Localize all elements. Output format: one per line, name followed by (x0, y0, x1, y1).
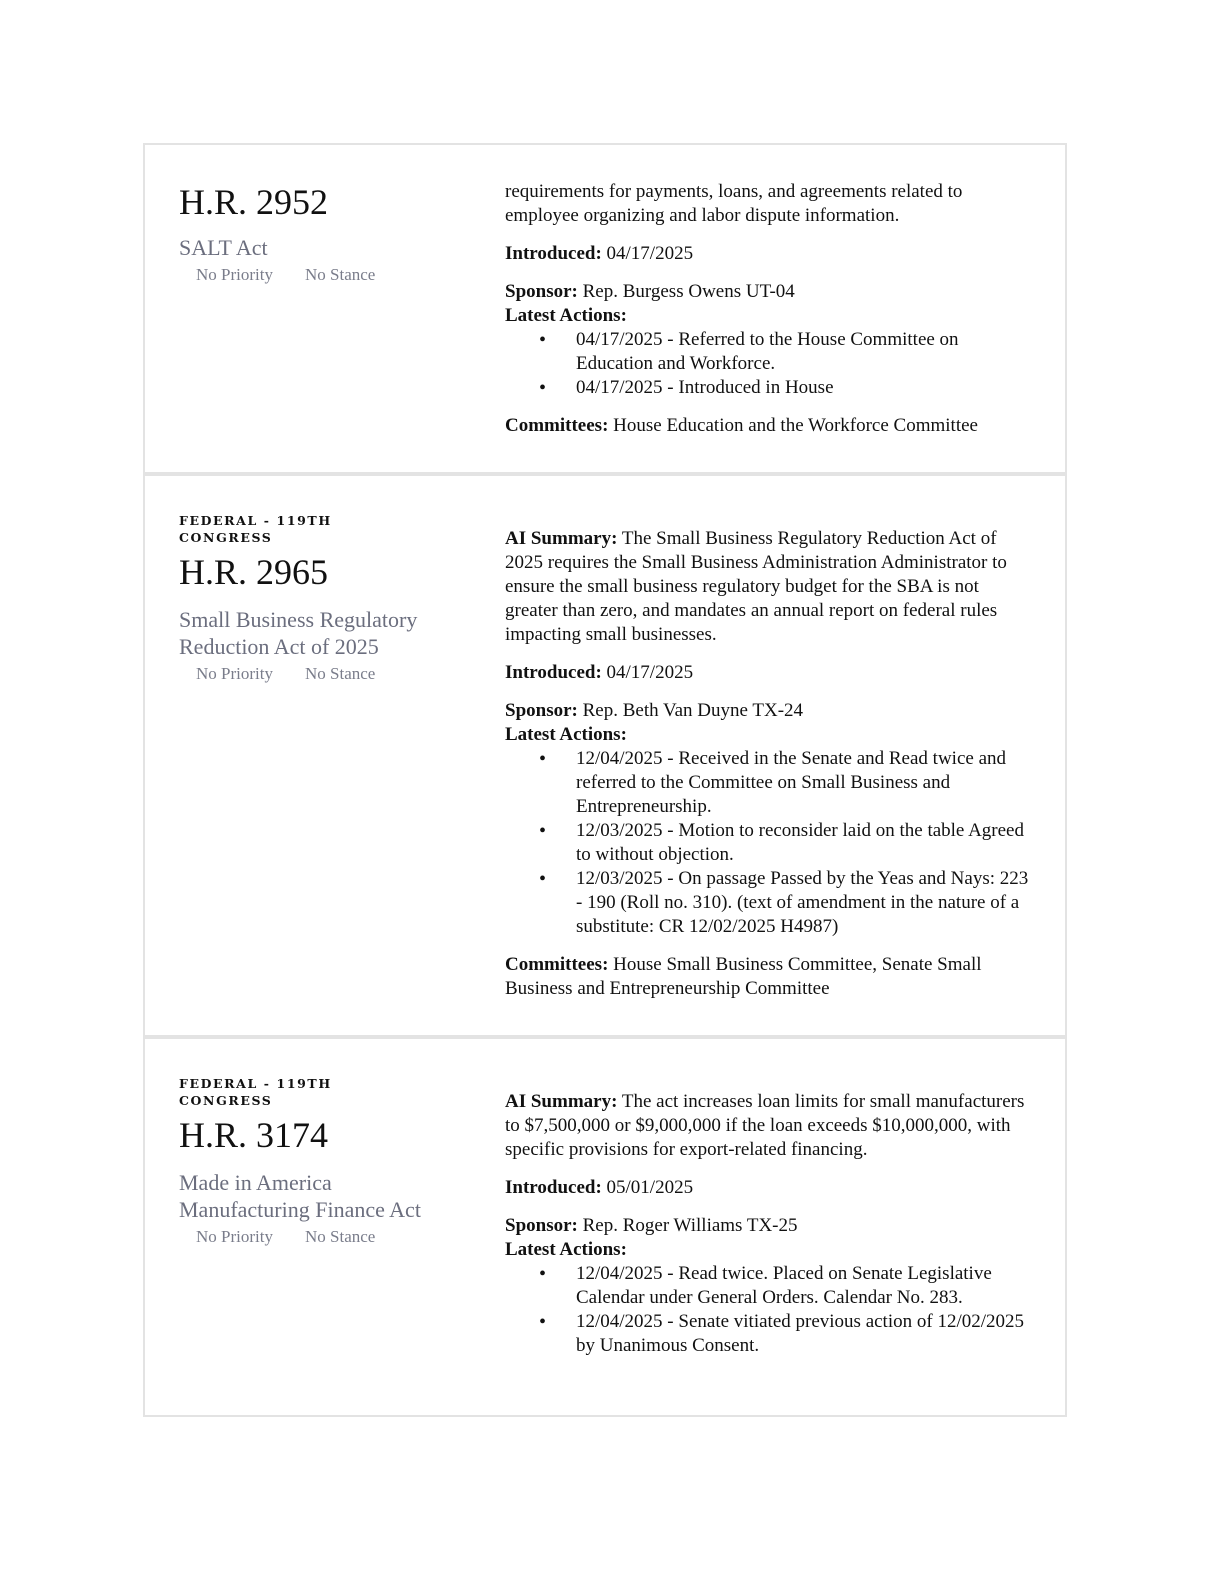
introduced-label: Introduced: (505, 662, 602, 683)
summary-label: AI Summary: (505, 528, 618, 549)
action-item: • 12/04/2025 - Received in the Senate and Read twice and referred to the Committee on Small Business and Entrepreneurship. (505, 747, 1035, 819)
committees-label: Committees: (505, 954, 609, 975)
committees-row (505, 414, 1035, 438)
sponsor-row (505, 1214, 1035, 1238)
introduced-row (505, 661, 1035, 685)
bill-details (505, 180, 1035, 438)
sponsor-name: Rep. Burgess Owens UT-04 (582, 281, 795, 302)
committees-label: Committees: (505, 415, 609, 436)
action-item: • 12/04/2025 - Senate vitiated previous action of 12/02/2025 by Unanimous Consent. (505, 1310, 1035, 1358)
bill-number: H.R. 3174 (179, 1115, 329, 1155)
action-item: • 12/03/2025 - On passage Passed by the Yeas and Nays: 223 - 190 (Roll no. 310). (text of amendment in the nature of a substitute: CR 12/02/2025 H4987) (505, 867, 1035, 939)
action-item: • 04/17/2025 - Introduced in House (505, 376, 1035, 400)
introduced-label: Introduced: (505, 243, 602, 264)
stance-label[interactable]: No Stance (304, 664, 376, 683)
sponsor-name: Rep. Beth Van Duyne TX-24 (582, 700, 804, 721)
priority-label[interactable]: No Priority (196, 664, 273, 683)
actions-label: Latest Actions: (505, 305, 627, 326)
summary-text: requirements for payments, loans, and agreements related to employee organizing and labor dispute information. (505, 181, 963, 226)
committees-text: House Education and the Workforce Committee (613, 415, 978, 436)
bill-header (179, 1075, 449, 1247)
congress-label: FEDERAL - 119TH CONGRESS (179, 513, 332, 545)
summary-row (505, 1090, 1035, 1162)
summary-label: AI Summary: (505, 1091, 618, 1112)
introduced-row (505, 1176, 1035, 1200)
bill-number: H.R. 2952 (179, 182, 329, 222)
bill-tags (196, 1227, 449, 1247)
introduced-label: Introduced: (505, 1177, 602, 1198)
bill-card (143, 1037, 1067, 1417)
stance-label[interactable]: No Stance (304, 1227, 376, 1246)
summary-text: The act increases loan limits for small manufacturers to $7,500,000 or $9,000,000 if the loan exceeds $10,000,000, with specific provisions for export-related financing. (505, 1091, 1025, 1160)
bill-title: Small Business Regulatory Reduction Act of 2025 (179, 607, 418, 659)
congress-label: FEDERAL - 119TH CONGRESS (179, 1076, 332, 1108)
sponsor-row (505, 280, 1035, 304)
stance-label[interactable]: No Stance (304, 265, 376, 284)
bill-title: SALT Act (179, 235, 268, 260)
sponsor-label: Sponsor: (505, 700, 578, 721)
summary-text: The Small Business Regulatory Reduction Act of 2025 requires the Small Business Administration Administrator to ensure the small business regulatory budget for the SBA is not greater than zero, and mandates an annual report on federal rules impacting small businesses. (505, 528, 1007, 645)
committees-text: House Small Business Committee, Senate Small Business and Entrepreneurship Committee (505, 954, 982, 999)
bill-card (143, 474, 1067, 1037)
actions-label: Latest Actions: (505, 724, 627, 745)
bill-tags (196, 265, 449, 285)
bill-tags (196, 664, 449, 684)
summary-row (505, 527, 1035, 647)
sponsor-row (505, 699, 1035, 723)
committees-row (505, 953, 1035, 1001)
bill-details (505, 1090, 1035, 1358)
introduced-date: 04/17/2025 (606, 662, 694, 683)
introduced-date: 04/17/2025 (606, 243, 694, 264)
bill-details (505, 527, 1035, 1001)
actions-label: Latest Actions: (505, 1239, 627, 1260)
introduced-date: 05/01/2025 (606, 1177, 694, 1198)
actions-list (505, 1262, 1035, 1358)
bill-title: Made in America Manufacturing Finance Act (179, 1170, 421, 1222)
priority-label[interactable]: No Priority (196, 1227, 273, 1246)
sponsor-label: Sponsor: (505, 1215, 578, 1236)
priority-label[interactable]: No Priority (196, 265, 273, 284)
bill-header (179, 182, 449, 285)
action-item: • 12/04/2025 - Read twice. Placed on Senate Legislative Calendar under General Orders. Calendar No. 283. (505, 1262, 1035, 1310)
actions-list (505, 747, 1035, 939)
bill-header (179, 512, 449, 684)
actions-list (505, 328, 1035, 400)
bill-card (143, 143, 1067, 474)
sponsor-name: Rep. Roger Williams TX-25 (582, 1215, 798, 1236)
introduced-row (505, 242, 1035, 266)
bill-number: H.R. 2965 (179, 552, 329, 592)
sponsor-label: Sponsor: (505, 281, 578, 302)
action-item: • 04/17/2025 - Referred to the House Committee on Education and Workforce. (505, 328, 1035, 376)
action-item: • 12/03/2025 - Motion to reconsider laid on the table Agreed to without objection. (505, 819, 1035, 867)
